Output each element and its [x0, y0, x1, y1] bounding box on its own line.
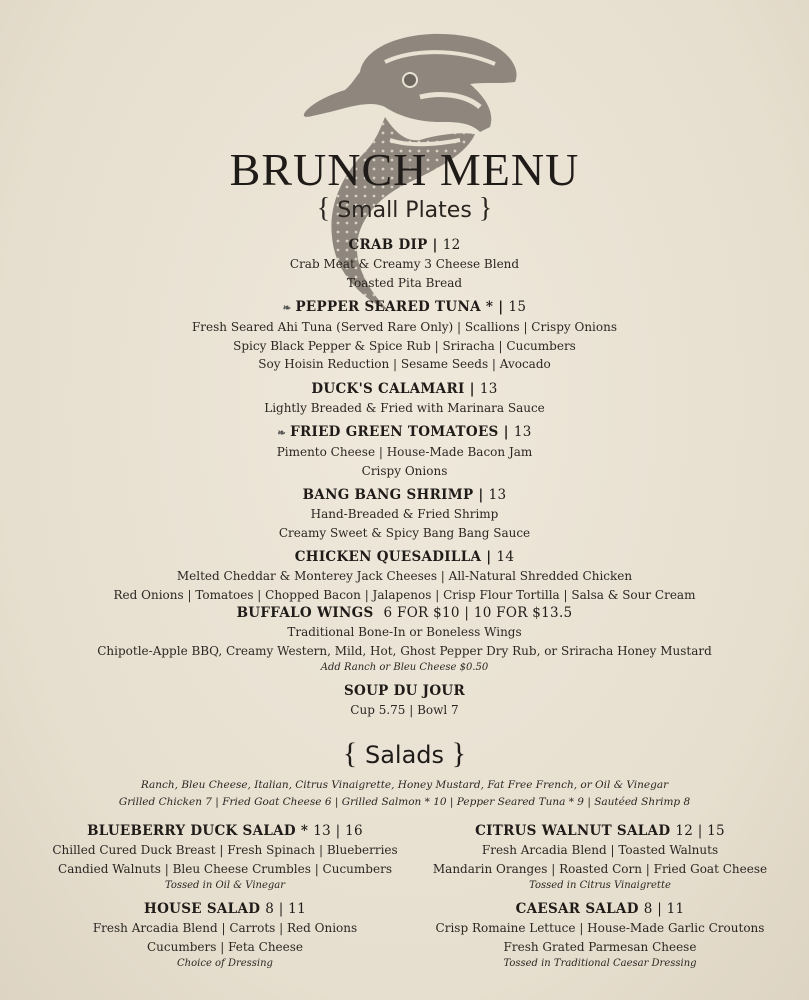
salads-left-column — [40, 822, 410, 972]
item-desc: Spicy Black Pepper & Spice Rub | Sriracha | Cucumbers — [233, 338, 576, 353]
item-name: CRAB DIP — [348, 237, 428, 253]
list-item — [405, 900, 795, 972]
list-item — [40, 822, 410, 894]
salad-dressings: Ranch, Bleu Cheese, Italian, Citrus Vinaigrette, Honey Mustard, Fat Free French, or Oil & Vinegar — [140, 779, 669, 791]
item-desc: Soy Hoisin Reduction | Sesame Seeds | Avocado — [258, 357, 551, 371]
item-name: CITRUS WALNUT SALAD — [475, 823, 671, 839]
item-desc: Crab Meat & Creamy 3 Cheese Blend — [289, 257, 520, 271]
item-desc: Crispy Onions — [361, 463, 448, 478]
item-desc: Hand-Breaded & Fried Shrimp — [310, 507, 499, 521]
item-name: SOUP DU JOUR — [343, 683, 466, 699]
item-desc: Lightly Breaded & Fried with Marinara Sauce — [264, 400, 545, 415]
item-desc: Cucumbers | Feta Cheese — [146, 939, 304, 954]
list-item — [40, 900, 410, 972]
list-item: DUCK'S CALAMARI | 13 Lightly Breaded & Fried with Marinara Sauce — [0, 380, 809, 418]
item-desc: Red Onions | Tomatoes | Chopped Bacon | Jalapenos | Crisp Flour Tortilla | Salsa & Sour Cream — [113, 587, 696, 602]
item-price: 6 FOR $10 | 10 FOR $13.5 — [383, 605, 573, 621]
item-note: Add Ranch or Bleu Cheese $0.50 — [320, 662, 489, 673]
item-price: 13 — [479, 380, 498, 397]
item-desc: Fresh Grated Parmesan Cheese — [503, 939, 697, 954]
list-item: CHICKEN QUESADILLA | 14 Melted Cheddar & Monterey Jack Cheeses | All-Natural Shredded Chicken Red Onions | Tomatoes | Chopped Bacon | Jalapenos | Crisp Flour Tortilla | Salsa & Sour Cream — [0, 548, 809, 604]
item-note: Choice of Dressing — [177, 958, 273, 969]
item-desc: Fresh Arcadia Blend | Carrots | Red Onions — [92, 921, 358, 935]
list-item: ❧ PEPPER SEARED TUNA * | 15 Fresh Seared Ahi Tuna (Served Rare Only) | Scallions | Crispy Onions Spicy Black Pepper & Spice Rub | Sriracha | Cucumbers Soy Hoisin Reduction | Sesame Seeds | Avocado — [0, 298, 809, 374]
item-desc: Candied Walnuts | Bleu Cheese Crumbles | Cucumbers — [58, 861, 392, 876]
item-desc: Chilled Cured Duck Breast | Fresh Spinach | Blueberries — [52, 843, 398, 857]
item-price: 13 — [488, 487, 507, 503]
item-desc: Cup 5.75 | Bowl 7 — [350, 703, 459, 717]
item-desc: Melted Cheddar & Monterey Jack Cheeses | All-Natural Shredded Chicken — [176, 569, 633, 583]
small-plates-list — [0, 236, 809, 720]
item-name: FRIED GREEN TOMATOES — [290, 424, 499, 440]
item-price: 8 | 11 — [643, 901, 685, 917]
salads-right-column — [405, 822, 795, 972]
item-price: 12 — [442, 237, 461, 253]
item-desc: Chipotle-Apple BBQ, Creamy Western, Mild, Hot, Ghost Pepper Dry Rub, or Sriracha Honey Mustard — [97, 643, 712, 658]
salad-addons: Grilled Chicken 7 | Fried Goat Cheese 6 | Grilled Salmon * 10 | Pepper Seared Tuna * 9 | Sautéed Shrimp 8 — [118, 796, 691, 808]
item-price: 13 — [513, 424, 532, 440]
item-name: BUFFALO WINGS — [236, 605, 374, 621]
vegetarian-leaf-icon: ❧ — [277, 428, 287, 439]
item-desc: Fresh Seared Ahi Tuna (Served Rare Only) | Scallions | Crispy Onions — [191, 320, 618, 334]
item-price: 15 — [508, 299, 527, 315]
item-desc: Mandarin Oranges | Roasted Corn | Fried Goat Cheese — [432, 861, 768, 876]
item-name: BANG BANG SHRIMP — [302, 487, 474, 503]
item-desc: Fresh Arcadia Blend | Toasted Walnuts — [481, 843, 719, 857]
item-desc: Crisp Romaine Lettuce | House-Made Garlic Croutons — [435, 921, 765, 935]
list-item: CRAB DIP | 12 Crab Meat & Creamy 3 Cheese Blend Toasted Pita Bread — [0, 236, 809, 292]
menu-title: BRUNCH MENU — [229, 144, 580, 195]
item-desc: Toasted Pita Bread — [346, 275, 463, 290]
vegetarian-leaf-icon: ❧ — [282, 303, 292, 314]
item-note: Tossed in Traditional Caesar Dressing — [503, 958, 697, 969]
small-plates-heading: { Small Plates } — [316, 193, 493, 224]
item-price: 12 | 15 — [675, 823, 725, 839]
list-item — [405, 822, 795, 894]
item-desc: Traditional Bone-In or Boneless Wings — [287, 625, 522, 639]
list-item — [0, 604, 809, 676]
item-name: CHICKEN QUESADILLA — [294, 549, 482, 565]
list-item — [0, 682, 809, 720]
item-price: 14 — [496, 549, 515, 565]
item-name: DUCK'S CALAMARI — [311, 380, 465, 397]
item-note: Tossed in Citrus Vinaigrette — [529, 880, 671, 891]
item-price: 13 | 16 — [313, 823, 363, 839]
item-price: 8 | 11 — [265, 901, 306, 917]
item-name: BLUEBERRY DUCK SALAD * — [87, 823, 309, 839]
list-item: BANG BANG SHRIMP | 13 Hand-Breaded & Fried Shrimp Creamy Sweet & Spicy Bang Bang Sauce — [0, 486, 809, 542]
list-item: ❧ FRIED GREEN TOMATOES | 13 Pimento Cheese | House-Made Bacon Jam Crispy Onions — [0, 423, 809, 480]
item-desc: Pimento Cheese | House-Made Bacon Jam — [276, 445, 533, 459]
item-desc: Creamy Sweet & Spicy Bang Bang Sauce — [278, 525, 531, 540]
item-name: HOUSE SALAD — [144, 901, 261, 917]
item-note: Tossed in Oil & Vinegar — [164, 880, 286, 891]
salads-heading: { Salads } — [342, 737, 467, 770]
item-name: PEPPER SEARED TUNA * — [295, 299, 494, 315]
item-name: CAESAR SALAD — [515, 901, 639, 917]
